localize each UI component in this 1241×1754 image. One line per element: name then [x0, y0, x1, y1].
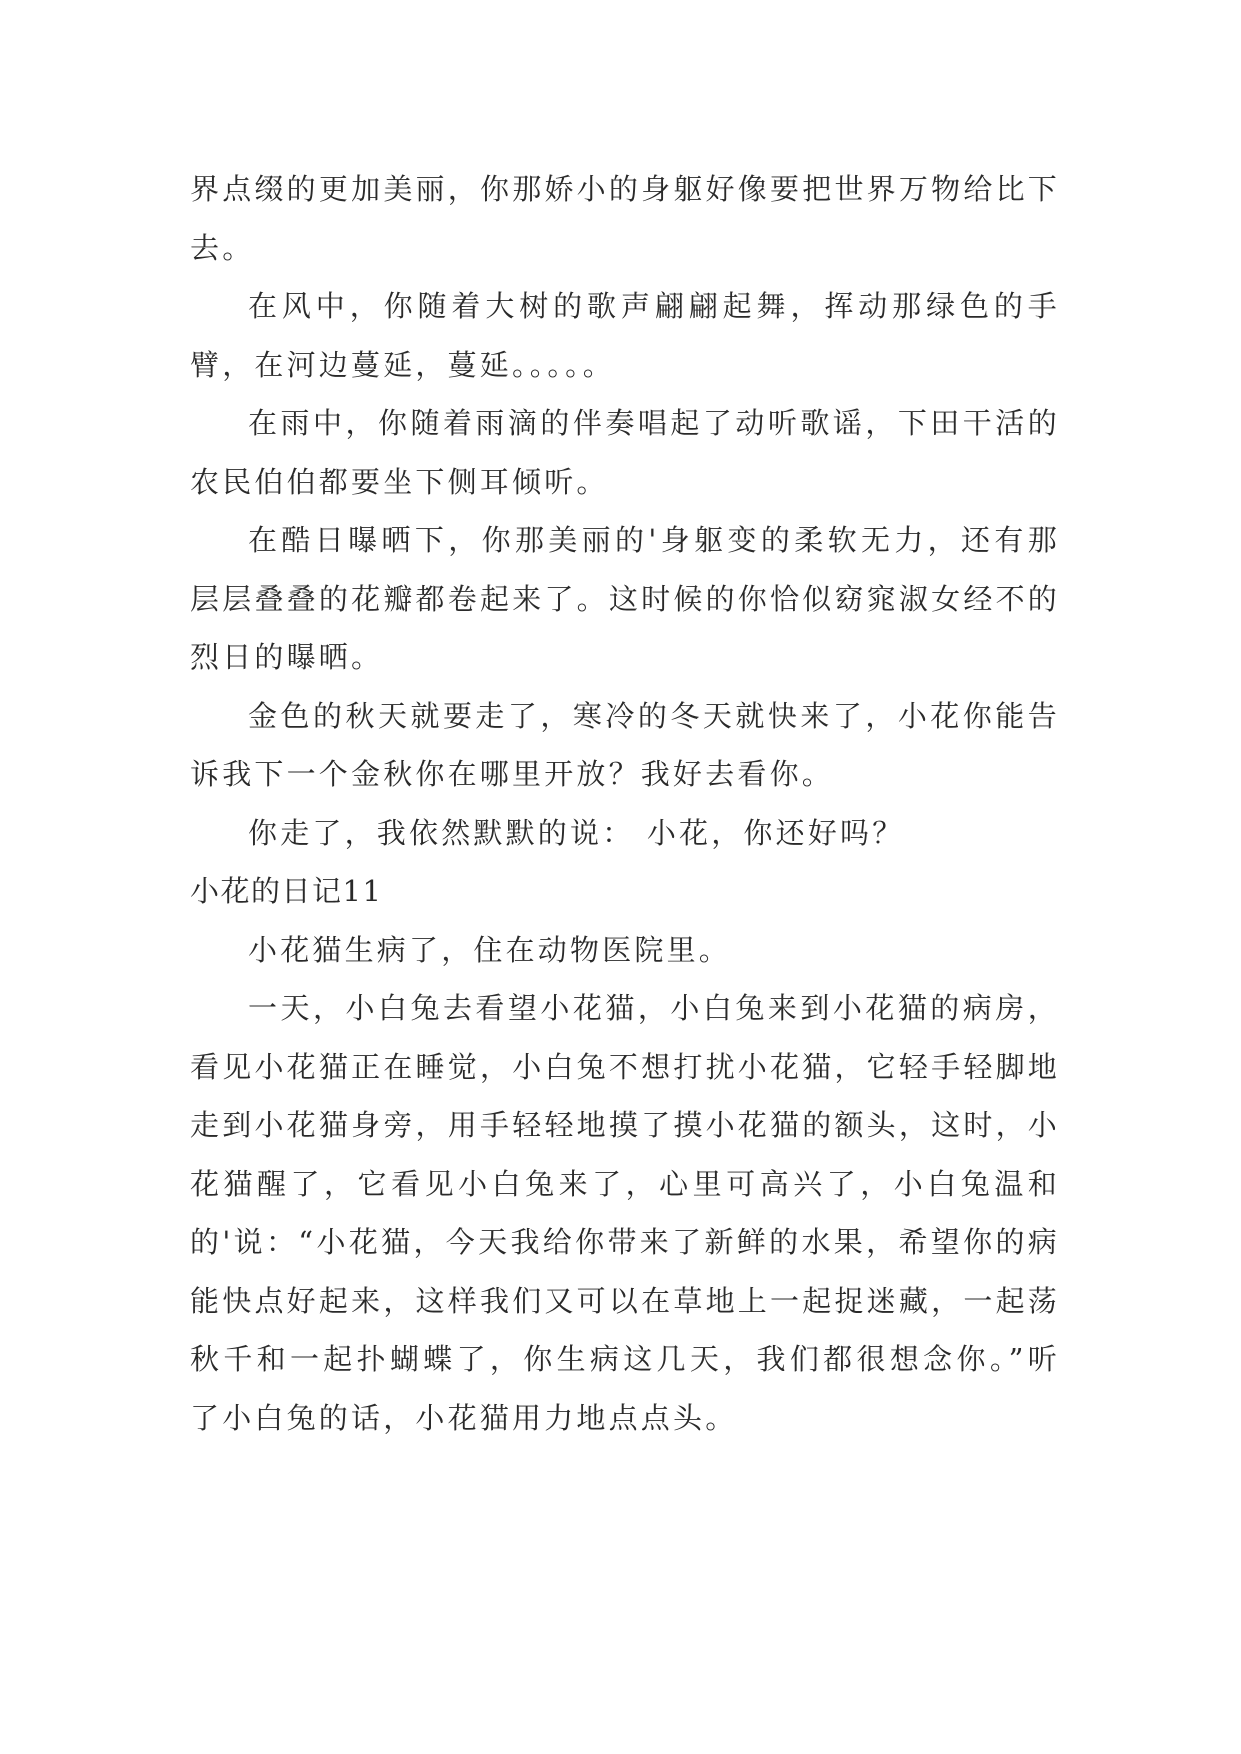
paragraph-wind: 在风中，你随着大树的歌声翩翩起舞，挥动那绿色的手臂，在河边蔓延，蔓延。。。。。: [190, 289, 1060, 382]
paragraph-continued: 界点缀的更加美丽，你那娇小的身躯好像要把世界万物给比下去。: [190, 172, 1060, 265]
paragraph-cat-sick: 小花猫生病了，住在动物医院里。: [248, 932, 732, 967]
document-body: [190, 160, 1060, 1447]
paragraph-autumn: 金色的秋天就要走了，寒冷的冬天就快来了，小花你能告诉我下一个金秋你在哪里开放？我好去看你。: [190, 698, 1060, 791]
paragraph-sun: 在酷日曝晒下，你那美丽的'身躯变的柔软无力，还有那层层叠叠的花瓣都卷起来了。这时候的你恰似窈窕淑女经不的烈日的曝晒。: [190, 523, 1060, 674]
section-heading: 小花的日记11: [190, 874, 383, 908]
paragraph-farewell: 你走了，我依然默默的说： 小花，你还好吗？: [248, 815, 905, 850]
paragraph-rabbit-visit: 一天，小白兔去看望小花猫，小白兔来到小花猫的病房，看见小花猫正在睡觉，小白兔不想打扰小花猫，它轻手轻脚地走到小花猫身旁，用手轻轻地摸了摸小花猫的额头，这时，小花猫醒了，它看见小白兔来了，心里可高兴了，小白兔温和的'说：“小花猫，今天我给你带来了新鲜的水果，希望你的病能快点好起来，这样我们又可以在草地上一起捉迷藏，一起荡秋千和一起扑蝴蝶了，你生病这几天，我们都很想念你。”听了小白兔的话，小花猫用力地点点头。: [190, 991, 1060, 1435]
paragraph-rain: 在雨中，你随着雨滴的伴奏唱起了动听歌谣，下田干活的农民伯伯都要坐下侧耳倾听。: [190, 406, 1060, 499]
